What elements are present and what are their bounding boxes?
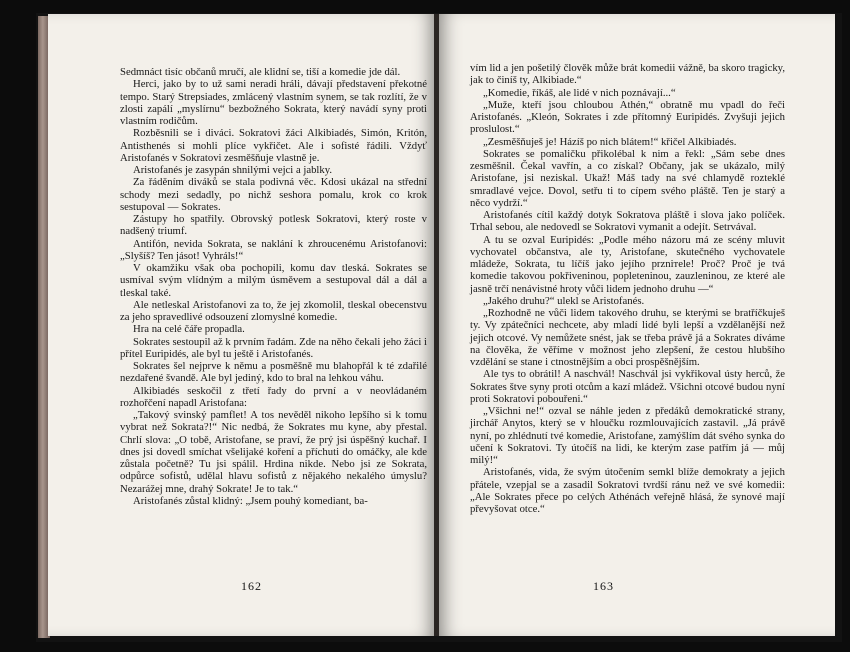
paragraph: A tu se ozval Euripidés: „Podle mého názoru má ze scény mluvit vychovatel občanstva, ale ty, Aristofane, skutečného vychovatele mládeže, Sokrata, tu líčíš jako jejího przniтele! Proč? Proč je tvá komedie takovou pokřiveninou, popleteninou, zauzleninou, ze které ale jasně trčí nenávistné hroty vůči lidem jednoho druhu —“ (470, 233, 785, 295)
page-number: 163 (593, 579, 614, 593)
paragraph: Sokrates šel nejprve k němu a posměšně mu blahopřál k té zdařilé nezdařené švandě. Ale byl jediný, kdo to bral na lehkou váhu. (120, 360, 427, 385)
paragraph: „Takový svinský pamflet! A tos nevěděl nikoho lepšího si k tomu vybrat než Sokrata?!“ Nic nedbá, že Sokrates mu kyne, aby přestal. Chrlí slova: „O tobě, Aristofane, se praví, že prý jsi úspěšný kuchař. I dnes jsi dovedl smíchat všelijaké koření a příchuti do omáčky, ale kde zůstala početně? Tu jsi spálil. Hrdina nikde. Nebo jsi ze Sokrata, odpůrce sofistů, udělal hlavu sofistů z nějakého nekalého úmyslu? Nezarážej mne, drahý Sokrate! Je to tak.“ (120, 409, 427, 495)
paragraph: Za řáděním diváků se stala podivná věc. Kdosi ukázal na střední schody mezi sedadly, po nichž seshora pomalu, krok co krok sestupoval — Sokrates. (120, 176, 427, 213)
paragraph: „Zesměšňuješ je! Házíš po nich blátem!“ křičel Alkibiadés. (483, 135, 737, 148)
paragraph: Hra na celé čáře propadla. (133, 323, 245, 336)
paragraph: Alkibiadés seskočil z třetí řady do první a v neovládaném rozhořčení napadl Aristofana: (120, 384, 427, 409)
paragraph: Aristofanés zůstal klidný: „Jsem pouhý komediant, ba- (133, 494, 368, 507)
paragraph: Sokrates se pomaličku přikolébal k nim a řekl: „Sám sebe dnes zesměšnil. Čekal vavřín, a co získal? Občany, jak se ukázalo, milý Aristofane, jsi neziskal. Ukaž! Máš tady na své chlamydě rozteklé smradlavé vejce. Dovol, setřu ti to cípem svého pláště. Ten je starý a něco vydrží.“ (470, 147, 785, 209)
paragraph: „Muže, kteří jsou chloubou Athén,“ obratně mu vpadl do řeči Aristofanés. „Kleón, Sokrates i zde přítomný Euripidés. Zvyšuji jejich proslulost.“ (470, 98, 785, 136)
paragraph: V okamžiku však oba pochopili, komu dav tleská. Sokrates se usmíval svým vlídným a milým úsměvem a sestupoval dál a dál a tleskal také. (120, 262, 427, 299)
right-page-text (470, 62, 785, 515)
paragraph: Ale netleskal Aristofanovi za to, že jej zkomolil, tleskal obecenstvu za jeho spravedlivé odsouzení zlomyslné komedie. (120, 298, 427, 323)
paragraph: Aristofanés je zasypán shnilými vejci a jablky. (133, 164, 333, 176)
paragraph: Aristofanés cítil každý dotyk Sokratova pláště i slova jako políček. Trhal sebou, ale nedovedl se Sokratovi vymanit a odejít. Setrvával. (470, 209, 785, 234)
paragraph: Sedmnáct tisíc občanů mručí, ale klidní se, tiší a komedie jde dál. (120, 66, 401, 78)
paragraph: Antifón, nevida Sokrata, se naklání k zhroucenému Aristofanovi: „Slyšíš? Ten jásot! Vyhráls!“ (120, 237, 427, 262)
left-page (48, 14, 435, 636)
paragraph: Aristofanés, vida, že svým útočením semkl blíže demokraty a jejich přátele, vzepjal se a zasadil Sokratovi tvrdší ránu než ve své komedii: „Ale Sokrates přece po celých Athénách veřejně hlásá, že synové mají převyšovat otce.“ (470, 466, 785, 515)
left-page-text (120, 66, 427, 507)
paragraph: „Rozhodně ne vůči lidem takového druhu, se kterými se bratříčkuješ ty. Vy zpátečníci nechcete, aby mladí lidé byli lepší a vzdělanější než jejich otcové. Vy nemůžete snést, jak se třeba právě já a Sokrates díváme na člověka, že věříme v možnost jeho zlepšení, že cestou hlubšího vzdělání se stane i ctnostnějším a obci prospěšnějším. (470, 307, 785, 368)
paragraph: Rozběsnili se i diváci. Sokratovi žáci Alkibiadés, Simón, Kritón, Antisthenés si mohli plíce vykřičet. Ale i sofisté řádili. Vždyť Aristofanés v Sokratovi zesměšňuje vlastně je. (120, 127, 427, 164)
paragraph: Herci, jako by to už sami neradi hráli, dávají představení překotné tempo. Starý Strepsiades, zmlácený vlastním synem, se tak rozlítí, že v zlosti zapálí „myslírnu“ bezbožného Sokrata, který navádí syny proti vlastním rodičům. (120, 78, 427, 127)
paragraph: vím lid a jen pošetilý člověk může brát komedii vážně, ba skoro tragicky, jak to činíš ty, Alkibiade.“ (470, 62, 785, 87)
paragraph: „Komedie, říkáš, ale lidé v nich poznávají...“ (483, 86, 676, 99)
right-page (439, 14, 835, 636)
paragraph: Zástupy ho spatřily. Obrovský potlesk Sokratovi, který roste v nadšený triumf. (120, 213, 427, 238)
paragraph: Ale tys to obrátil! A naschvál! Naschvál jsi vykřikoval ústy herců, že Sokrates štve syny proti otcům a kazí mládež. Všichni otcové budou nyní proti Sokratovi pobouřeni.“ (470, 368, 785, 405)
paragraph: „Všichni ne!“ ozval se náhle jeden z předáků demokratické strany, jirchář Anytos, který se v hloučku rozmlouvajících zastavil. „Já právě nyní, po zhlédnutí tvé komedie, Aristofane, zamýšlím dát svého synka do učení k Sokratovi. Ty útočíš na lidi, ke kterým zase patřím já — můj milý!“ (470, 405, 785, 466)
page-number: 162 (241, 579, 262, 593)
paragraph: „Jakého druhu?“ ulekl se Aristofanés. (483, 294, 645, 307)
paragraph: Sokrates sestoupil až k prvním řadám. Zde na něho čekali jeho žáci i přítel Euripidés, ale byl tu ještě i Aristofanés. (120, 335, 427, 360)
